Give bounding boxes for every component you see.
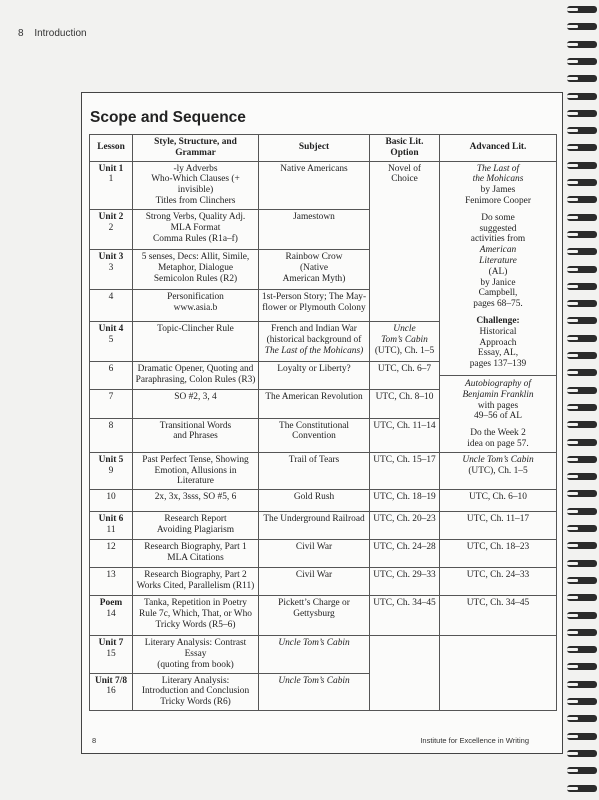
basic-lit-cell	[370, 596, 440, 636]
advanced-lit-cell	[440, 512, 557, 540]
spiral-coil	[567, 93, 597, 100]
advanced-anthology_note-line: by Janice	[480, 277, 516, 288]
spiral-coil	[567, 352, 597, 359]
subject-cell-line: Civil War	[295, 570, 333, 581]
spiral-coil	[567, 646, 597, 653]
challenge-label: Challenge:	[476, 315, 520, 326]
spiral-coil	[567, 162, 597, 169]
spiral-coil	[567, 698, 597, 705]
subject-cell	[259, 362, 370, 390]
spiral-binding	[565, 0, 599, 800]
style-cell-line: Comma Rules (R1a–f)	[153, 233, 238, 244]
lesson-cell	[90, 250, 133, 290]
style-cell	[133, 452, 259, 489]
lesson-number: 16	[106, 686, 116, 697]
unit-label: Unit 2	[98, 211, 124, 222]
spiral-coil	[567, 387, 597, 394]
advanced-anthology-line: American	[479, 245, 517, 256]
style-cell	[133, 290, 259, 322]
spiral-coil	[567, 785, 597, 792]
advanced-author-line: by James	[480, 185, 516, 196]
column-header-lesson: Lesson	[90, 135, 133, 162]
basic-lit-cell-line: Tom’s Cabin	[381, 335, 428, 346]
basic-lit-cell	[370, 322, 440, 362]
lesson-number: 2	[108, 222, 114, 233]
lesson-number: 3	[108, 262, 114, 273]
subject-cell	[259, 250, 370, 290]
spiral-coil	[567, 266, 597, 273]
advanced-lit-cell-line: UTC, Ch. 6–10	[469, 492, 527, 503]
advanced-autobio-line: Benjamin Franklin	[462, 389, 534, 400]
advanced-autobio	[462, 379, 533, 400]
basic-lit-cell-line: UTC, Ch. 8–10	[375, 392, 434, 403]
subject-cell-line: American Myth)	[282, 273, 346, 284]
advanced-lit-cell-line: UTC, Ch. 24–33	[466, 570, 530, 581]
advanced-lit-cell-empty	[440, 636, 557, 711]
spiral-coil	[567, 300, 597, 307]
basic-lit-cell	[370, 490, 440, 512]
subject-cell-line: French and Indian War	[271, 324, 357, 335]
basic-lit-cell-line: Novel of	[387, 163, 422, 174]
lesson-cell	[90, 636, 133, 673]
spiral-coil	[567, 767, 597, 774]
style-cell-line: (quoting from book)	[157, 659, 234, 670]
unit-label: Unit 3	[98, 252, 124, 263]
table-row	[90, 161, 557, 209]
spiral-coil	[567, 248, 597, 255]
subject-cell-line: Jamestown	[293, 211, 335, 222]
spiral-coil	[567, 629, 597, 636]
spiral-coil	[567, 144, 597, 151]
subject-cell	[259, 512, 370, 540]
lesson-number: 9	[108, 465, 114, 476]
style-cell-line: -ly Adverbs	[173, 163, 218, 174]
subject-cell-line: Uncle Tom’s Cabin	[278, 638, 350, 649]
spiral-coil	[567, 715, 597, 722]
spiral-coil	[567, 23, 597, 30]
column-header-advanced-lit: Advanced Lit.	[440, 135, 557, 162]
advanced-week_idea-line: idea on page 57.	[467, 438, 529, 449]
style-cell	[133, 322, 259, 362]
advanced-lit-cell-line: UTC, Ch. 34–45	[466, 598, 530, 609]
subject-cell-line: Uncle Tom’s Cabin	[278, 675, 350, 686]
spiral-coil	[567, 369, 597, 376]
style-cell-line: MLA Citations	[167, 552, 224, 563]
spiral-coil	[567, 733, 597, 740]
lesson-cell	[90, 452, 133, 489]
advanced-lit-cell	[440, 161, 557, 452]
basic-lit-cell-line: Uncle	[393, 324, 416, 335]
style-cell-line: Paraphrasing, Colon Rules (R3)	[135, 375, 256, 386]
subject-cell-line: The Last of the Mohicans)	[264, 345, 364, 356]
advanced-week_idea-line: Do the Week 2	[470, 428, 526, 439]
subject-cell-line: Trail of Tears	[288, 454, 340, 465]
spiral-coil	[567, 421, 597, 428]
scope-sequence-panel	[81, 92, 563, 754]
advanced-autobio-line: Autobiography of	[465, 378, 531, 389]
running-head-page-number: 8	[18, 28, 24, 39]
advanced-activities-line: activities from	[470, 234, 526, 245]
basic-lit-cell	[370, 568, 440, 596]
subject-cell-line: Pickett’s Charge or	[278, 598, 350, 609]
style-cell	[133, 390, 259, 418]
basic-lit-cell-line: UTC, Ch. 24–28	[373, 542, 436, 553]
style-cell-line: Literary Analysis:	[161, 675, 230, 686]
basic-lit-cell	[370, 418, 440, 452]
style-cell-line: 2x, 3x, 3sss, SO #5, 6	[154, 492, 237, 503]
subject-cell-line: Rainbow Crow	[285, 252, 343, 263]
lesson-cell	[90, 540, 133, 568]
style-cell	[133, 250, 259, 290]
subject-cell	[259, 390, 370, 418]
advanced-challenge-line: Historical	[479, 326, 517, 337]
style-cell	[133, 418, 259, 452]
style-cell	[133, 209, 259, 249]
lesson-number: 8	[108, 420, 114, 431]
lesson-cell	[90, 673, 133, 710]
basic-lit-cell-line: UTC, Ch. 18–19	[373, 492, 436, 503]
subject-cell-line: The Underground Railroad	[263, 514, 365, 525]
advanced-book-line: The Last of	[476, 163, 520, 174]
advanced-lit-cell	[440, 490, 557, 512]
advanced-autobio_note-line: 49–56 of AL	[474, 411, 522, 422]
style-cell-line: Tricky Words (R6)	[160, 697, 231, 708]
style-cell-line: Research Biography, Part 2	[144, 570, 247, 581]
style-cell-line: Past Perfect Tense, Showing	[142, 454, 249, 465]
style-cell	[133, 673, 259, 710]
style-cell-line: www.asia.b	[173, 302, 218, 313]
basic-lit-cell-empty	[370, 636, 440, 711]
advanced-anthology_note	[473, 267, 522, 309]
style-cell-line: Emotion, Allusions in Literature	[154, 465, 237, 487]
table-row	[90, 540, 557, 568]
advanced-author	[465, 185, 531, 206]
subject-cell	[259, 290, 370, 322]
advanced-week_idea	[467, 428, 528, 449]
spiral-coil	[567, 335, 597, 342]
table-header-row	[90, 135, 557, 162]
subject-cell-line: Civil War	[295, 542, 333, 553]
page-footer	[92, 736, 529, 745]
advanced-lit-cell	[440, 452, 557, 489]
lesson-cell	[90, 512, 133, 540]
advanced-author-line: Fenimore Cooper	[465, 195, 531, 206]
spiral-coil	[567, 612, 597, 619]
style-cell-line: 5 senses, Decs: Allit, Simile,	[141, 252, 250, 263]
style-cell-line: Works Cited, Parallelism (R11)	[136, 580, 255, 591]
spiral-coil	[567, 663, 597, 670]
subject-cell-line: Gold Rush	[293, 492, 335, 503]
advanced-challenge-line: Approach	[479, 337, 517, 348]
style-cell-line: Titles from Clinchers	[155, 195, 236, 206]
lesson-cell	[90, 322, 133, 362]
spiral-coil	[567, 41, 597, 48]
advanced-anthology-line: Literature	[479, 255, 517, 266]
advanced-anthology	[479, 245, 517, 266]
lesson-number: 12	[106, 542, 116, 553]
style-cell	[133, 636, 259, 673]
lesson-number: 5	[108, 335, 114, 346]
basic-lit-cell-line: UTC, Ch. 29–33	[373, 570, 436, 581]
lesson-cell	[90, 490, 133, 512]
advanced-book	[473, 164, 524, 185]
style-cell-line: Who-Which Clauses (+ invisible)	[151, 174, 240, 196]
lesson-cell	[90, 290, 133, 322]
table-row	[90, 452, 557, 489]
style-cell-line: MLA Format	[170, 222, 221, 233]
spiral-coil	[567, 490, 597, 497]
lesson-number: 7	[108, 392, 114, 403]
scope-sequence-table	[89, 134, 557, 711]
lesson-number: 6	[108, 364, 114, 375]
lesson-cell	[90, 209, 133, 249]
unit-label: Unit 4	[98, 324, 124, 335]
advanced-anthology_note-line: (AL)	[488, 266, 508, 277]
subject-cell-line: 1st-Person Story; The May-	[261, 292, 367, 303]
subject-cell-line: Loyalty or Liberty?	[277, 364, 351, 375]
spiral-coil	[567, 525, 597, 532]
subject-cell	[259, 568, 370, 596]
basic-lit-cell	[370, 540, 440, 568]
subject-cell-line: (historical background of	[266, 335, 362, 346]
spiral-coil	[567, 58, 597, 65]
spiral-coil	[567, 214, 597, 221]
lesson-cell	[90, 418, 133, 452]
spiral-coil	[567, 179, 597, 186]
lesson-number: 10	[106, 492, 116, 503]
lesson-cell	[90, 362, 133, 390]
subject-cell	[259, 452, 370, 489]
column-header-basic-lit: Basic Lit. Option	[370, 135, 440, 162]
advanced-book-line: the Mohicans	[472, 174, 524, 185]
advanced-lit-cell	[440, 596, 557, 636]
lesson-number: 15	[106, 648, 116, 659]
style-cell	[133, 161, 259, 209]
basic-lit-cell	[370, 512, 440, 540]
spiral-coil	[567, 110, 597, 117]
lesson-number: 4	[108, 292, 114, 303]
table-row	[90, 512, 557, 540]
style-cell	[133, 362, 259, 390]
unit-label: Unit 6	[98, 514, 124, 525]
basic-lit-cell-line: (UTC), Ch. 1–5	[374, 345, 435, 356]
spiral-coil	[567, 577, 597, 584]
table-row	[90, 490, 557, 512]
unit-label: Unit 7/8	[94, 675, 128, 686]
spiral-coil	[567, 542, 597, 549]
spiral-coil	[567, 473, 597, 480]
advanced-anthology_note-line: Campbell,	[478, 288, 518, 299]
lesson-cell	[90, 390, 133, 418]
basic-lit-cell	[370, 362, 440, 390]
spiral-coil	[567, 127, 597, 134]
spiral-coil	[567, 75, 597, 82]
table-body	[90, 161, 557, 710]
unit-label: Unit 7	[98, 638, 124, 649]
basic-lit-cell-line: UTC, Ch. 15–17	[373, 454, 436, 465]
lesson-cell	[90, 596, 133, 636]
lesson-number: 11	[106, 524, 116, 535]
style-cell-line: and Phrases	[173, 431, 218, 442]
column-header-subject: Subject	[259, 135, 370, 162]
style-cell-line: Personification	[167, 292, 224, 303]
spiral-coil	[567, 594, 597, 601]
subject-cell-line: (Native	[299, 262, 329, 273]
subject-cell	[259, 596, 370, 636]
unit-label: Poem	[99, 598, 123, 609]
basic-lit-cell	[370, 161, 440, 322]
subject-cell-line: Native Americans	[280, 163, 348, 174]
basic-lit-cell-line: UTC, Ch. 6–7	[377, 364, 432, 375]
advanced-lit-cell-line: Uncle Tom’s Cabin	[462, 454, 534, 465]
lesson-cell	[90, 568, 133, 596]
page-title: Scope and Sequence	[90, 109, 246, 126]
advanced-activities	[471, 213, 525, 245]
subject-cell	[259, 673, 370, 710]
advanced-lit-cell-line: UTC, Ch. 11–17	[466, 514, 530, 525]
advanced-challenge-line: pages 137–139	[469, 359, 527, 370]
style-cell	[133, 490, 259, 512]
spiral-coil	[567, 560, 597, 567]
advanced-challenge-line: Essay, AL,	[477, 348, 519, 359]
style-cell	[133, 596, 259, 636]
spiral-coil	[567, 404, 597, 411]
basic-lit-cell-line: UTC, Ch. 20–23	[373, 514, 436, 525]
style-cell-line: Avoiding Plagiarism	[156, 524, 235, 535]
table-row	[90, 596, 557, 636]
advanced-lit-cell	[440, 540, 557, 568]
spiral-coil	[567, 439, 597, 446]
style-cell-line: Transitional Words	[159, 420, 232, 431]
style-cell-line: Dramatic Opener, Quoting and	[137, 364, 254, 375]
subject-cell	[259, 490, 370, 512]
style-cell-line: Tricky Words (R5–6)	[155, 619, 236, 630]
advanced-lit-cell-line: UTC, Ch. 18–23	[466, 542, 530, 553]
subject-cell	[259, 322, 370, 362]
advanced-activities-line: Do some	[481, 212, 515, 223]
table-row	[90, 636, 557, 673]
table-row	[90, 568, 557, 596]
lesson-number: 14	[106, 608, 116, 619]
basic-lit-cell-line: UTC, Ch. 11–14	[373, 420, 436, 431]
subject-cell	[259, 636, 370, 673]
spiral-coil	[567, 231, 597, 238]
subject-cell	[259, 418, 370, 452]
running-head-section: Introduction	[34, 28, 87, 39]
spiral-coil	[567, 456, 597, 463]
basic-lit-cell-line: Choice	[391, 174, 418, 185]
style-cell-line: Tanka, Repetition in Poetry	[144, 598, 247, 609]
style-cell-line: Introduction and Conclusion	[141, 686, 250, 697]
style-cell-line: Research Biography, Part 1	[144, 542, 247, 553]
subject-cell-line: flower or Plymouth Colony	[262, 302, 366, 313]
subject-cell-line: The Constitutional	[278, 420, 350, 431]
advanced-activities-line: suggested	[479, 223, 517, 234]
unit-label: Unit 1	[98, 163, 124, 174]
advanced-anthology_note-line: pages 68–75.	[473, 299, 523, 310]
spiral-coil	[567, 508, 597, 515]
subject-cell-line: Gettysburg	[293, 608, 335, 619]
spiral-coil	[567, 6, 597, 13]
spiral-coil	[567, 681, 597, 688]
style-cell-line: Topic-Clincher Rule	[157, 324, 234, 335]
basic-lit-cell	[370, 390, 440, 418]
style-cell-line: Metaphor, Dialogue	[157, 262, 234, 273]
advanced-autobio_note-line: with pages	[477, 400, 519, 411]
subject-cell	[259, 161, 370, 209]
advanced-lit-cell-line: (UTC), Ch. 1–5	[468, 465, 528, 476]
subject-cell	[259, 540, 370, 568]
spiral-coil	[567, 317, 597, 324]
style-cell	[133, 540, 259, 568]
subject-cell-line: Convention	[292, 431, 336, 442]
advanced-lit-cell	[440, 568, 557, 596]
style-cell	[133, 512, 259, 540]
style-cell-line: Rule 7c, Which, That, or Who	[139, 608, 252, 619]
basic-lit-cell	[370, 452, 440, 489]
subject-cell	[259, 209, 370, 249]
basic-lit-cell-line: UTC, Ch. 34–45	[373, 598, 436, 609]
style-cell-line: Research Report	[164, 514, 227, 525]
running-head	[18, 28, 87, 39]
lesson-number: 1	[108, 174, 114, 185]
lesson-cell	[90, 161, 133, 209]
spiral-coil	[567, 283, 597, 290]
spiral-coil	[567, 750, 597, 757]
style-cell	[133, 568, 259, 596]
unit-label: Unit 5	[98, 454, 124, 465]
footer-page-number: 8	[92, 736, 97, 745]
subject-cell-line: The American Revolution	[265, 392, 363, 403]
footer-publisher: Institute for Excellence in Writing	[420, 736, 529, 745]
advanced-autobio_note	[474, 401, 522, 422]
spiral-coil	[567, 196, 597, 203]
style-cell-line: SO #2, 3, 4	[174, 392, 217, 403]
advanced-challenge	[470, 327, 527, 369]
lesson-number: 13	[106, 570, 116, 581]
style-cell-line: Strong Verbs, Quality Adj.	[145, 211, 246, 222]
style-cell-line: Literary Analysis: Contrast Essay	[144, 638, 247, 659]
style-cell-line: Semicolon Rules (R2)	[153, 273, 238, 284]
column-header-style: Style, Structure, and Grammar	[133, 135, 259, 162]
